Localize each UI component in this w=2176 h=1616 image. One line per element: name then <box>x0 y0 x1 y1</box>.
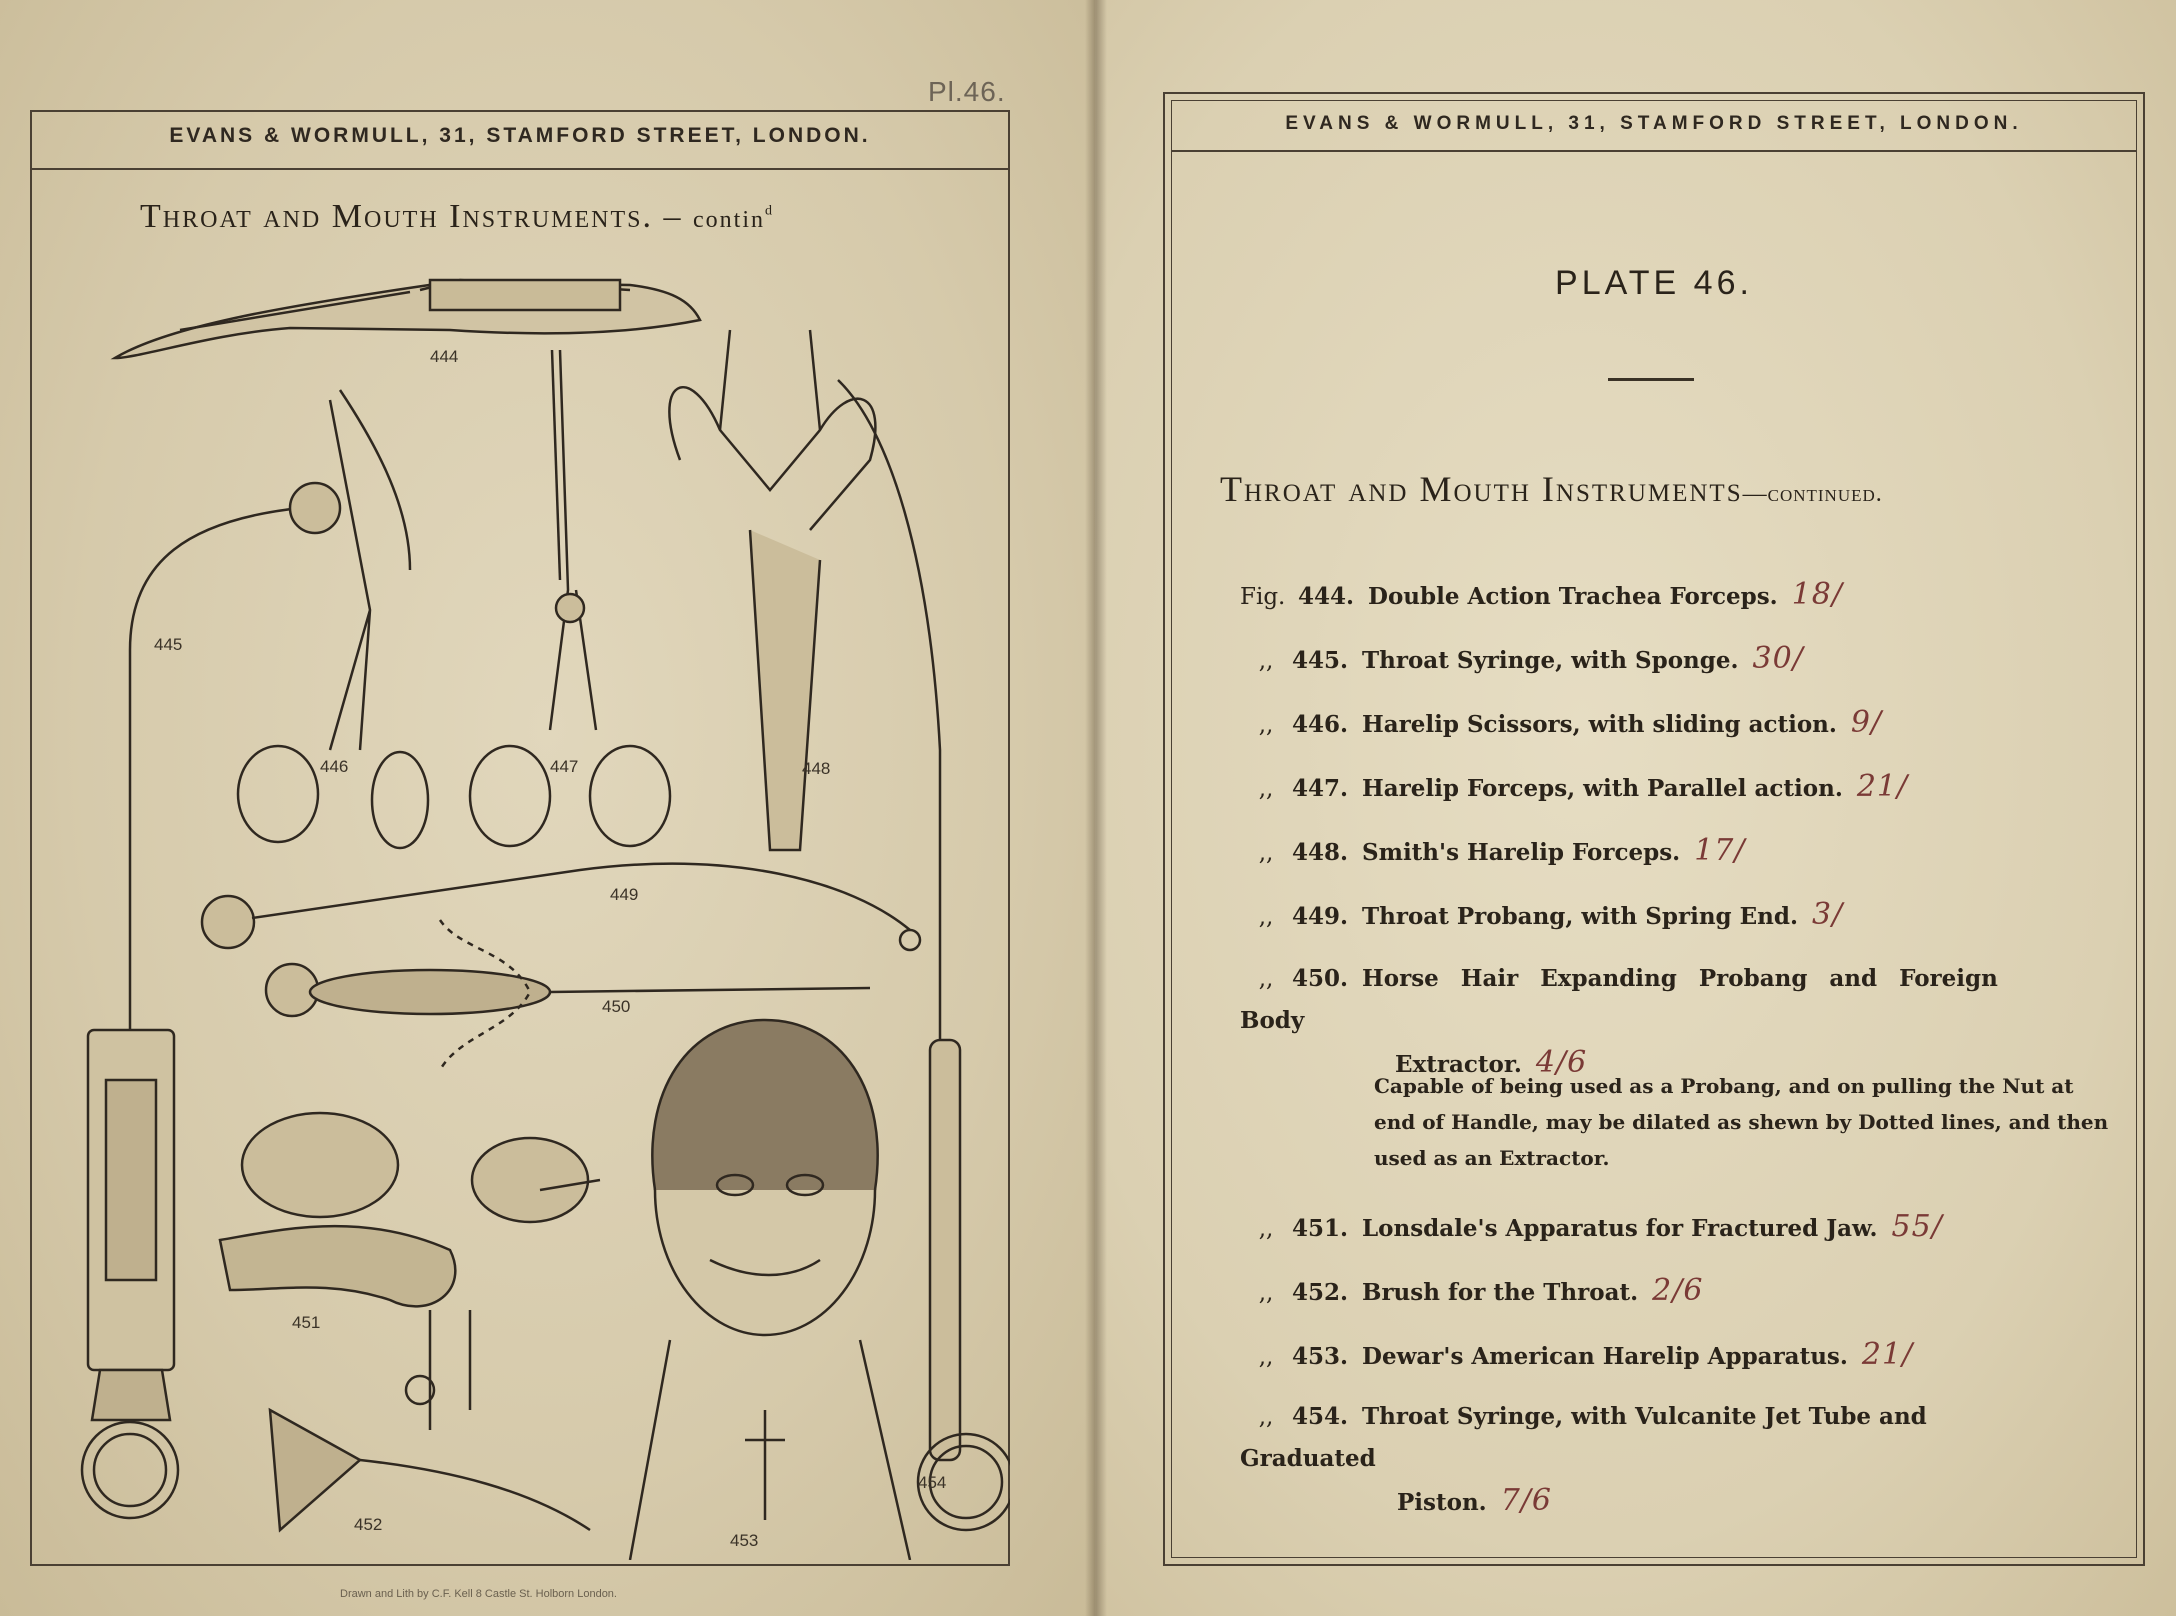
figure-label-447: 447 <box>550 757 579 776</box>
catalogue-item-450 <box>1240 958 2070 1086</box>
plate-heading-rule <box>1608 378 1694 381</box>
item-prefix: ,, <box>1258 776 1274 802</box>
item-price: 2/6 <box>1652 1273 1704 1308</box>
item-number: 448. <box>1292 839 1349 866</box>
item-number: 450. <box>1292 965 1349 992</box>
item-prefix: ,, <box>1258 648 1274 674</box>
trachea-forceps-illustration <box>115 280 700 358</box>
item-description: Harelip Scissors, with sliding action. <box>1362 711 1837 738</box>
catalogue-item-449 <box>1240 894 2070 938</box>
item-price: 21/ <box>1856 769 1909 804</box>
right-title-suffix: —continued. <box>1742 481 1883 507</box>
item-number: 449. <box>1292 903 1349 930</box>
item-prefix: ,, <box>1258 712 1274 738</box>
figure-label-445: 445 <box>154 635 183 654</box>
book-gutter <box>1085 0 1107 1616</box>
item-price: 7/6 <box>1500 1483 1552 1518</box>
figure-label-450: 450 <box>602 997 631 1016</box>
item-number: 453. <box>1292 1343 1349 1370</box>
lithographer-imprint: Drawn and Lith by C.F. Kell 8 Castle St. Holborn London. <box>340 1588 617 1600</box>
catalogue-item-448 <box>1240 830 2070 874</box>
item-number: 454. <box>1292 1403 1349 1430</box>
figure-label-444: 444 <box>430 347 459 366</box>
item-description: Brush for the Throat. <box>1362 1279 1639 1306</box>
item-prefix: ,, <box>1258 1344 1274 1370</box>
item-number: 447. <box>1292 775 1349 802</box>
catalogue-item-451 <box>1240 1206 2070 1250</box>
item-description-continued: Extractor. <box>1395 1051 1522 1078</box>
catalogue-item-444 <box>1240 574 2070 618</box>
item-prefix: ,, <box>1258 904 1274 930</box>
catalogue-item-453 <box>1240 1334 2070 1378</box>
left-page-header: EVANS & WORMULL, 31, STAMFORD STREET, LONDON. <box>169 124 871 147</box>
catalogue-item-446 <box>1240 702 2070 746</box>
item-450-note: Capable of being used as a Probang, and on pulling the Nut at end of Handle, may be dilated as shewn by Dotted lines, and then used as an Extractor. <box>1374 1074 2109 1170</box>
figure-label-448: 448 <box>802 759 831 778</box>
figure-label-451: 451 <box>292 1313 321 1332</box>
harelip-scissors-illustration <box>238 390 428 848</box>
item-prefix: ,, <box>1258 840 1274 866</box>
figure-label-452: 452 <box>354 1515 383 1534</box>
smiths-harelip-forceps-illustration <box>669 330 875 850</box>
harelip-apparatus-portrait-illustration <box>630 1020 910 1560</box>
item-price: 18/ <box>1791 577 1843 612</box>
right-page-title <box>1220 468 1883 510</box>
item-description: Lonsdale's Apparatus for Fractured Jaw. <box>1362 1215 1878 1242</box>
instrument-illustrations <box>30 230 1010 1560</box>
right-page-header: EVANS & WORMULL, 31, STAMFORD STREET, LONDON. <box>1285 113 2023 134</box>
item-description: Throat Syringe, with Sponge. <box>1362 647 1739 674</box>
item-description: Double Action Trachea Forceps. <box>1368 583 1778 610</box>
right-header-rule <box>1171 150 2137 152</box>
catalogue-item-452 <box>1240 1270 2070 1314</box>
figure-label-449: 449 <box>610 885 639 904</box>
item-description: Smith's Harelip Forceps. <box>1362 839 1681 866</box>
throat-probang-illustration <box>202 864 920 950</box>
item-price: 3/ <box>1811 897 1844 932</box>
item-description: Throat Syringe, with Vulcanite Jet Tube and Graduated <box>1240 1403 1927 1472</box>
item-description-continued: Piston. <box>1397 1489 1487 1516</box>
plate-number: Pl.46. <box>928 76 1006 107</box>
item-number: 444. <box>1298 583 1355 610</box>
item-description: Dewar's American Harelip Apparatus. <box>1362 1343 1848 1370</box>
item-number: 445. <box>1292 647 1349 674</box>
item-price: 9/ <box>1850 705 1883 740</box>
item-price: 30/ <box>1752 641 1804 676</box>
item-prefix: ,, <box>1258 1280 1274 1306</box>
left-header-rule <box>30 168 1010 170</box>
left-title-text: Throat and Mouth Instruments. – <box>140 198 683 235</box>
item-prefix: ,, <box>1258 1404 1274 1430</box>
catalogue-item-445 <box>1240 638 2070 682</box>
left-title-suffix-sup: d <box>765 203 774 219</box>
item-price: 55/ <box>1891 1209 1943 1244</box>
item-prefix: ,, <box>1258 1216 1274 1242</box>
item-prefix: ,, <box>1258 966 1274 992</box>
item-number: 451. <box>1292 1215 1349 1242</box>
figure-label-454: 454 <box>918 1473 947 1492</box>
catalogue-item-454 <box>1240 1396 2070 1524</box>
item-description: Harelip Forceps, with Parallel action. <box>1362 775 1843 802</box>
item-description: Horse Hair Expanding Probang and Foreign Body <box>1240 965 1998 1034</box>
left-title-suffix: contin <box>693 207 765 233</box>
figure-label-446: 446 <box>320 757 349 776</box>
catalogue-item-447 <box>1240 766 2070 810</box>
fractured-jaw-apparatus-illustration <box>220 1113 600 1430</box>
item-price: 4/6 <box>1535 1045 1588 1080</box>
item-description: Throat Probang, with Spring End. <box>1362 903 1798 930</box>
item-prefix: Fig. <box>1240 584 1286 610</box>
figure-label-453: 453 <box>730 1531 759 1550</box>
item-price: 21/ <box>1861 1337 1914 1372</box>
item-price: 17/ <box>1694 833 1746 868</box>
item-number: 452. <box>1292 1279 1349 1306</box>
item-number: 446. <box>1292 711 1349 738</box>
right-title-text: Throat and Mouth Instruments <box>1220 469 1743 509</box>
plate-heading: PLATE 46. <box>1555 264 1753 302</box>
